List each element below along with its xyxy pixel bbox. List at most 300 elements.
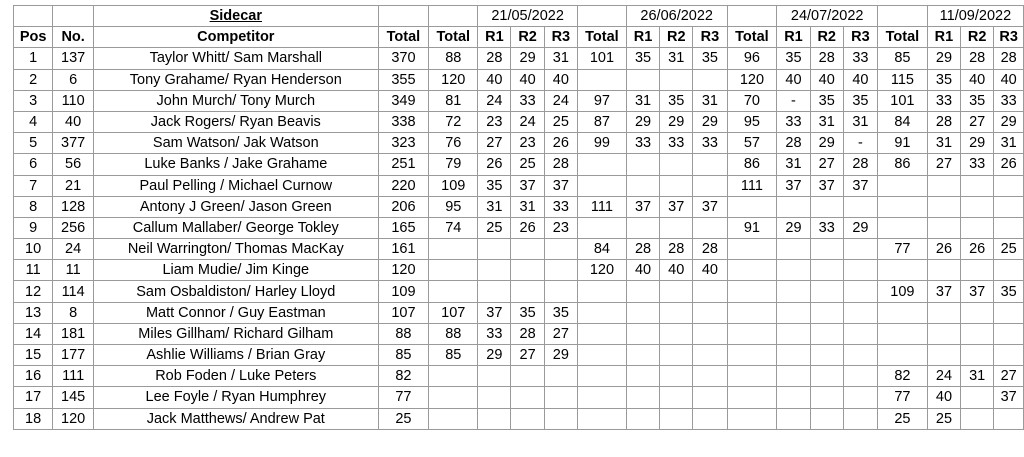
cell-r2-race2: [660, 154, 693, 175]
cell-r2-race1: [626, 175, 659, 196]
cell-overall-total: 107: [378, 302, 429, 323]
cell-r1-race1: 23: [478, 111, 511, 132]
cell-r2-race2: [660, 408, 693, 429]
cell-r1-race2: [511, 387, 544, 408]
cell-r2-total: [577, 69, 626, 90]
cell-number: 256: [53, 217, 94, 238]
cell-r2-race1: 28: [626, 239, 659, 260]
round-date-2: 26/06/2022: [626, 6, 727, 27]
cell-competitor: Liam Mudie/ Jim Kinge: [94, 260, 379, 281]
cell-r3-race1: [777, 323, 810, 344]
cell-r2-race3: [693, 302, 727, 323]
cell-r1-race1: 25: [478, 217, 511, 238]
cell-r2-race1: [626, 217, 659, 238]
cell-r4-race2: [961, 408, 994, 429]
cell-r4-total: [877, 196, 927, 217]
cell-r2-race1: [626, 69, 659, 90]
cell-overall-total: 323: [378, 133, 429, 154]
cell-r4-race3: [994, 217, 1024, 238]
header-r3-race2: R2: [810, 27, 843, 48]
cell-r4-race2: 28: [961, 48, 994, 69]
cell-r3-race3: 31: [843, 111, 877, 132]
cell-r4-race2: 26: [961, 239, 994, 260]
cell-r3-total: 95: [727, 111, 777, 132]
cell-pos: 9: [14, 217, 53, 238]
cell-r3-race3: [843, 387, 877, 408]
cell-r1-race1: 29: [478, 345, 511, 366]
table-row: [14, 281, 1024, 302]
cell-r2-total: [577, 345, 626, 366]
cell-r3-race2: [810, 239, 843, 260]
cell-r3-race3: [843, 196, 877, 217]
cell-r2-race3: [693, 281, 727, 302]
cell-r3-race3: [843, 366, 877, 387]
cell-r3-race2: 29: [810, 133, 843, 154]
cell-r4-race3: 29: [994, 111, 1024, 132]
cell-r2-race2: 31: [660, 48, 693, 69]
cell-r1-race2: 40: [511, 69, 544, 90]
cell-r3-race3: [843, 260, 877, 281]
cell-r4-race2: [961, 260, 994, 281]
cell-r4-total: [877, 175, 927, 196]
cell-overall-total: 349: [378, 90, 429, 111]
cell-r3-race3: [843, 239, 877, 260]
cell-r2-race3: 37: [693, 196, 727, 217]
cell-r1-total: 76: [429, 133, 478, 154]
cell-r4-race3: 37: [994, 387, 1024, 408]
cell-pos: 12: [14, 281, 53, 302]
header-pos: Pos: [14, 27, 53, 48]
cell-competitor: Sam Watson/ Jak Watson: [94, 133, 379, 154]
cell-r2-race2: [660, 366, 693, 387]
cell-r3-total: 120: [727, 69, 777, 90]
cell-r1-race3: [544, 239, 577, 260]
cell-r2-race2: [660, 69, 693, 90]
cell-r3-total: [727, 366, 777, 387]
cell-r3-race3: 33: [843, 48, 877, 69]
cell-pos: 18: [14, 408, 53, 429]
cell-r3-race2: [810, 366, 843, 387]
cell-r4-race1: 40: [927, 387, 960, 408]
cell-competitor: Callum Mallaber/ George Tokley: [94, 217, 379, 238]
cell-number: 110: [53, 90, 94, 111]
cell-r2-race3: 29: [693, 111, 727, 132]
cell-r1-race3: 31: [544, 48, 577, 69]
cell-r3-race3: [843, 302, 877, 323]
cell-r2-total: 97: [577, 90, 626, 111]
cell-r2-race1: [626, 281, 659, 302]
cell-r4-race1: [927, 175, 960, 196]
cell-r3-total: 86: [727, 154, 777, 175]
cell-r4-total: [877, 260, 927, 281]
cell-r1-race3: 29: [544, 345, 577, 366]
cell-r4-race2: [961, 302, 994, 323]
cell-r4-total: 84: [877, 111, 927, 132]
cell-r2-race1: [626, 408, 659, 429]
cell-r4-race2: [961, 196, 994, 217]
cell-r2-race2: [660, 217, 693, 238]
cell-r4-total: [877, 217, 927, 238]
cell-r4-race3: 26: [994, 154, 1024, 175]
header-r4-total: Total: [877, 27, 927, 48]
table-row: [14, 133, 1024, 154]
cell-r1-race2: [511, 239, 544, 260]
cell-competitor: Taylor Whitt/ Sam Marshall: [94, 48, 379, 69]
cell-competitor: Lee Foyle / Ryan Humphrey: [94, 387, 379, 408]
cell-pos: 17: [14, 387, 53, 408]
cell-r2-total: [577, 408, 626, 429]
cell-r1-race2: 26: [511, 217, 544, 238]
cell-r1-race2: 35: [511, 302, 544, 323]
header-r4-race3: R3: [994, 27, 1024, 48]
round-date-4: 11/09/2022: [927, 6, 1023, 27]
cell-r3-race2: [810, 345, 843, 366]
cell-r4-race1: 28: [927, 111, 960, 132]
cell-r3-race2: 27: [810, 154, 843, 175]
cell-overall-total: 206: [378, 196, 429, 217]
cell-overall-total: 25: [378, 408, 429, 429]
cell-r3-total: 70: [727, 90, 777, 111]
cell-r4-total: [877, 345, 927, 366]
cell-number: 56: [53, 154, 94, 175]
cell-competitor: Luke Banks / Jake Grahame: [94, 154, 379, 175]
cell-r1-race3: 40: [544, 69, 577, 90]
cell-r3-total: [727, 281, 777, 302]
cell-r4-total: 77: [877, 387, 927, 408]
cell-r3-race2: [810, 408, 843, 429]
cell-r3-race3: [843, 281, 877, 302]
cell-overall-total: 251: [378, 154, 429, 175]
cell-r1-race1: 26: [478, 154, 511, 175]
cell-r1-total: [429, 387, 478, 408]
cell-pos: 14: [14, 323, 53, 344]
table-row: [14, 69, 1024, 90]
cell-overall-total: 85: [378, 345, 429, 366]
cell-r1-race3: [544, 260, 577, 281]
cell-r4-race3: [994, 408, 1024, 429]
cell-overall-total: 82: [378, 366, 429, 387]
cell-r4-race3: [994, 260, 1024, 281]
header-r3-race3: R3: [843, 27, 877, 48]
cell-r4-race2: [961, 217, 994, 238]
cell-competitor: Neil Warrington/ Thomas MacKay: [94, 239, 379, 260]
cell-r3-race1: -: [777, 90, 810, 111]
cell-r2-race3: [693, 217, 727, 238]
cell-r1-race3: [544, 408, 577, 429]
table-row: [14, 217, 1024, 238]
cell-r4-race3: 40: [994, 69, 1024, 90]
cell-r2-race2: 29: [660, 111, 693, 132]
cell-r2-race1: [626, 302, 659, 323]
cell-r3-race3: [843, 408, 877, 429]
cell-r3-total: [727, 345, 777, 366]
cell-number: 377: [53, 133, 94, 154]
cell-r1-total: 72: [429, 111, 478, 132]
cell-number: 181: [53, 323, 94, 344]
cell-r4-race1: 27: [927, 154, 960, 175]
cell-r1-race3: [544, 366, 577, 387]
cell-r4-total: 82: [877, 366, 927, 387]
table-row: [14, 366, 1024, 387]
cell-r2-race1: 29: [626, 111, 659, 132]
cell-r2-total: [577, 175, 626, 196]
cell-r4-race3: 25: [994, 239, 1024, 260]
cell-r1-race1: [478, 260, 511, 281]
table-row: [14, 408, 1024, 429]
table-row: [14, 345, 1024, 366]
results-table: [13, 5, 1024, 430]
title-row: [14, 6, 1024, 27]
cell-number: 137: [53, 48, 94, 69]
cell-r1-race1: 28: [478, 48, 511, 69]
cell-competitor: Jack Rogers/ Ryan Beavis: [94, 111, 379, 132]
cell-r2-race1: 37: [626, 196, 659, 217]
cell-r2-total: 87: [577, 111, 626, 132]
cell-r2-race3: [693, 154, 727, 175]
cell-r3-race2: [810, 323, 843, 344]
cell-r2-total: 101: [577, 48, 626, 69]
cell-number: 111: [53, 366, 94, 387]
cell-r3-race2: 40: [810, 69, 843, 90]
cell-competitor: Tony Grahame/ Ryan Henderson: [94, 69, 379, 90]
cell-r4-race2: 40: [961, 69, 994, 90]
cell-r1-race2: 25: [511, 154, 544, 175]
cell-r1-race2: 37: [511, 175, 544, 196]
cell-r4-total: [877, 302, 927, 323]
cell-r1-race3: 35: [544, 302, 577, 323]
cell-r2-race3: [693, 366, 727, 387]
cell-pos: 3: [14, 90, 53, 111]
table-row: [14, 260, 1024, 281]
cell-r4-race2: [961, 323, 994, 344]
cell-r3-total: [727, 302, 777, 323]
cell-r1-total: [429, 366, 478, 387]
table-row: [14, 111, 1024, 132]
cell-r2-race2: [660, 281, 693, 302]
cell-r4-race3: [994, 196, 1024, 217]
cell-number: 40: [53, 111, 94, 132]
cell-r1-race1: 35: [478, 175, 511, 196]
cell-overall-total: 355: [378, 69, 429, 90]
cell-competitor: John Murch/ Tony Murch: [94, 90, 379, 111]
cell-r2-race2: [660, 323, 693, 344]
cell-r2-race1: [626, 387, 659, 408]
cell-r4-race1: 33: [927, 90, 960, 111]
table-row: [14, 48, 1024, 69]
cell-r1-total: 85: [429, 345, 478, 366]
cell-r4-race3: 27: [994, 366, 1024, 387]
cell-r3-race1: [777, 302, 810, 323]
cell-r4-race2: 35: [961, 90, 994, 111]
cell-r4-race3: [994, 175, 1024, 196]
cell-r1-race2: 29: [511, 48, 544, 69]
cell-r3-race1: 40: [777, 69, 810, 90]
cell-competitor: Jack Matthews/ Andrew Pat: [94, 408, 379, 429]
cell-r2-race2: [660, 345, 693, 366]
cell-r1-total: 107: [429, 302, 478, 323]
cell-r4-race2: [961, 387, 994, 408]
header-r1-race3: R3: [544, 27, 577, 48]
cell-r1-race1: 33: [478, 323, 511, 344]
cell-overall-total: 338: [378, 111, 429, 132]
cell-r3-total: 57: [727, 133, 777, 154]
cell-r3-race3: 37: [843, 175, 877, 196]
cell-r1-race3: 33: [544, 196, 577, 217]
cell-r3-race2: [810, 387, 843, 408]
cell-r4-total: 101: [877, 90, 927, 111]
header-row: [14, 27, 1024, 48]
cell-number: 6: [53, 69, 94, 90]
cell-r1-race1: 31: [478, 196, 511, 217]
cell-r2-race1: [626, 323, 659, 344]
cell-competitor: Ashlie Williams / Brian Gray: [94, 345, 379, 366]
cell-r4-race3: 33: [994, 90, 1024, 111]
cell-r4-race1: [927, 345, 960, 366]
cell-pos: 5: [14, 133, 53, 154]
cell-r2-race3: 33: [693, 133, 727, 154]
cell-r1-race3: 23: [544, 217, 577, 238]
cell-r1-total: 74: [429, 217, 478, 238]
header-r2-race2: R2: [660, 27, 693, 48]
cell-r2-race3: 31: [693, 90, 727, 111]
table-row: [14, 387, 1024, 408]
cell-r3-race2: [810, 302, 843, 323]
table-row: [14, 90, 1024, 111]
cell-pos: 7: [14, 175, 53, 196]
cell-r4-total: [877, 323, 927, 344]
cell-r1-race3: [544, 387, 577, 408]
cell-r2-total: [577, 387, 626, 408]
cell-r2-race1: [626, 345, 659, 366]
cell-r3-race1: [777, 408, 810, 429]
cell-overall-total: 220: [378, 175, 429, 196]
header-r1-race1: R1: [478, 27, 511, 48]
table-row: [14, 196, 1024, 217]
cell-pos: 1: [14, 48, 53, 69]
cell-r2-race2: 28: [660, 239, 693, 260]
cell-r1-race2: [511, 281, 544, 302]
header-r2-total: Total: [577, 27, 626, 48]
cell-r4-race2: [961, 175, 994, 196]
table-row: [14, 323, 1024, 344]
header-r4-race2: R2: [961, 27, 994, 48]
cell-r3-race2: [810, 196, 843, 217]
cell-r1-race2: [511, 408, 544, 429]
cell-r4-race1: 29: [927, 48, 960, 69]
cell-competitor: Antony J Green/ Jason Green: [94, 196, 379, 217]
table-row: [14, 154, 1024, 175]
cell-r4-race3: 35: [994, 281, 1024, 302]
cell-r2-race3: 28: [693, 239, 727, 260]
cell-number: 145: [53, 387, 94, 408]
cell-r2-race2: [660, 302, 693, 323]
header-r2-race3: R3: [693, 27, 727, 48]
cell-r4-race1: 35: [927, 69, 960, 90]
cell-r2-race1: 33: [626, 133, 659, 154]
cell-r1-race1: [478, 408, 511, 429]
cell-r1-race1: [478, 239, 511, 260]
cell-r1-race2: 24: [511, 111, 544, 132]
cell-r2-race3: [693, 387, 727, 408]
cell-pos: 11: [14, 260, 53, 281]
cell-number: 120: [53, 408, 94, 429]
cell-r4-race3: 31: [994, 133, 1024, 154]
cell-r4-race2: 37: [961, 281, 994, 302]
cell-r2-race1: [626, 366, 659, 387]
header-r2-race1: R1: [626, 27, 659, 48]
cell-r4-race2: 33: [961, 154, 994, 175]
cell-r3-total: [727, 196, 777, 217]
cell-r1-race3: [544, 281, 577, 302]
cell-r1-race3: 25: [544, 111, 577, 132]
cell-r1-race1: 24: [478, 90, 511, 111]
cell-competitor: Miles Gillham/ Richard Gilham: [94, 323, 379, 344]
cell-number: 177: [53, 345, 94, 366]
cell-competitor: Rob Foden / Luke Peters: [94, 366, 379, 387]
cell-r4-race3: [994, 323, 1024, 344]
header-r3-race1: R1: [777, 27, 810, 48]
cell-r4-race1: [927, 217, 960, 238]
cell-r1-total: 81: [429, 90, 478, 111]
cell-r2-race3: [693, 69, 727, 90]
category-title: Sidecar: [94, 6, 379, 27]
cell-overall-total: 165: [378, 217, 429, 238]
cell-r2-race1: 40: [626, 260, 659, 281]
cell-r1-total: [429, 408, 478, 429]
cell-r3-race1: [777, 281, 810, 302]
cell-r4-race1: 31: [927, 133, 960, 154]
cell-competitor: Sam Osbaldiston/ Harley Lloyd: [94, 281, 379, 302]
cell-r3-race1: 31: [777, 154, 810, 175]
cell-r3-race1: 37: [777, 175, 810, 196]
round-date-3: 24/07/2022: [777, 6, 878, 27]
cell-r4-total: 77: [877, 239, 927, 260]
cell-r3-race1: [777, 239, 810, 260]
cell-r3-race1: 28: [777, 133, 810, 154]
cell-number: 24: [53, 239, 94, 260]
cell-pos: 15: [14, 345, 53, 366]
cell-r3-race1: 29: [777, 217, 810, 238]
cell-r1-race2: 33: [511, 90, 544, 111]
cell-pos: 2: [14, 69, 53, 90]
cell-r2-total: [577, 302, 626, 323]
cell-r2-total: [577, 323, 626, 344]
cell-r1-total: 88: [429, 323, 478, 344]
cell-pos: 6: [14, 154, 53, 175]
cell-overall-total: 370: [378, 48, 429, 69]
cell-pos: 16: [14, 366, 53, 387]
cell-r2-race2: [660, 175, 693, 196]
cell-number: 8: [53, 302, 94, 323]
cell-r2-race2: 35: [660, 90, 693, 111]
cell-r1-race2: [511, 260, 544, 281]
cell-r3-total: [727, 260, 777, 281]
cell-r4-total: 86: [877, 154, 927, 175]
header-number: No.: [53, 27, 94, 48]
cell-r2-race1: 31: [626, 90, 659, 111]
table-row: [14, 239, 1024, 260]
cell-r3-total: 91: [727, 217, 777, 238]
header-r1-race2: R2: [511, 27, 544, 48]
cell-r1-total: [429, 239, 478, 260]
cell-r3-race1: [777, 196, 810, 217]
header-overall-total: Total: [378, 27, 429, 48]
cell-r3-race3: 40: [843, 69, 877, 90]
cell-number: 128: [53, 196, 94, 217]
cell-r3-race3: -: [843, 133, 877, 154]
cell-overall-total: 109: [378, 281, 429, 302]
cell-r1-race3: 26: [544, 133, 577, 154]
